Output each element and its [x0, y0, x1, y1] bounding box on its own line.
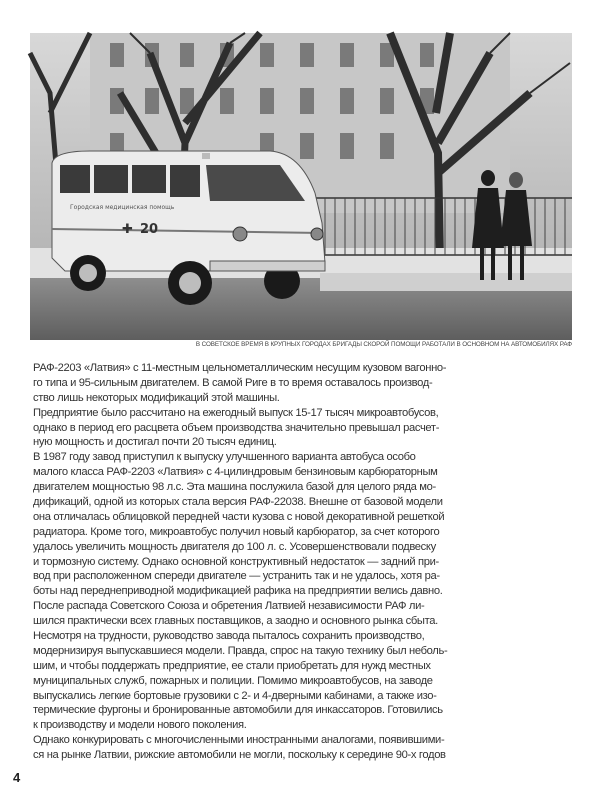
text-line: ную мощность и достигал почти 20 тысяч единиц.	[33, 436, 277, 449]
text-line: модернизируя выпускавшиеся модели. Правда, спрос на такую технику был неболь-	[33, 644, 448, 657]
text-line: ство лишь некоторых модификаций этой машины.	[33, 391, 280, 404]
text-line: термические фургоны и бронированные автомобили для инкассаторов. Готовились	[33, 704, 443, 717]
paragraph	[33, 450, 445, 599]
text-line: она отличалась облицовкой передней части кузова с новой декоративной решеткой	[33, 510, 445, 523]
bus-number: 20	[140, 222, 159, 237]
photo-scene	[30, 33, 572, 340]
text-line: двигателем мощностью 98 л.с. Эта машина послужила базой для целого ряда мо-	[33, 481, 436, 494]
bus-side-text: Городская медицинская помощь	[70, 204, 175, 211]
text-line: муниципальных служб, пожарных и полиции. Помимо микроавтобусов, на заводе	[33, 674, 433, 687]
text-line: шился практически всех главных поставщиков, а заодно и основного рынка сбыта.	[33, 615, 438, 628]
text-line: Предприятие было рассчитано на ежегодный выпуск 15-17 тысяч микроавтобусов,	[33, 406, 439, 419]
paragraph	[33, 406, 440, 451]
paragraph	[33, 733, 446, 763]
text-line: ся на рынке Латвии, рижские автомобили не могли, поскольку к середине 90-х годов	[33, 749, 446, 762]
text-line: Несмотря на трудности, руководство завода пыталось сохранить производство,	[33, 630, 425, 643]
raf-ambulance-bus	[52, 151, 325, 305]
paragraph	[33, 361, 447, 406]
text-line: РАФ-2203 «Латвия» с 11-местным цельнометаллическим несущим кузовом вагонно-	[33, 362, 447, 374]
text-line: радиатора. Кроме того, микроавтобус получил новый карбюратор, за счет которого	[33, 525, 440, 538]
page-number: 4	[13, 770, 21, 785]
text-line: го типа и 95-сильным двигателем. В самой Риге в то время оставалось производ-	[33, 376, 433, 389]
article-body	[33, 361, 448, 763]
text-line: однако в период его расцвета объем производства значительно превышал расчет-	[33, 421, 440, 434]
text-line: выпускались легкие бортовые грузовики с 2- и 4-дверными кабинами, а также изо-	[33, 689, 437, 702]
text-line: Однако конкурировать с многочисленными иностранными аналогами, появившими-	[33, 734, 445, 747]
text-line: и тормозную систему. Однако основной конструктивный недостаток — задний при-	[33, 555, 439, 568]
photo-raf-ambulance	[30, 33, 572, 340]
text-line: В 1987 году завод приступил к выпуску улучшенного варианта автобуса особо	[33, 451, 416, 464]
text-line: вод при расположенном спереди двигателе — устранить так и не удалось, хотя ра-	[33, 570, 440, 583]
bus-cross-icon: ✚	[122, 222, 133, 237]
text-line: После распада Советского Союза и обретения Латвией независимости РАФ ли-	[33, 600, 425, 613]
text-line: удалось увеличить мощность двигателя до 100 л. с. Усовершенствовали подвеску	[33, 540, 436, 553]
text-line: шим, и чтобы поддержать предприятие, ее стали приобретать для нужд местных	[33, 659, 431, 672]
text-line: боты над переднеприводной модификацией рафика на предприятии велись давно.	[33, 585, 443, 598]
photo-caption: В СОВЕТСКОЕ ВРЕМЯ В КРУПНЫХ ГОРОДАХ БРИГАДЫ СКОРОЙ ПОМОЩИ РАБОТАЛИ В ОСНОВНОМ НА АВТОМОБИЛЯХ РАФ	[195, 341, 572, 348]
paragraph	[33, 599, 448, 733]
text-line: малого класса РАФ-2203 «Латвия» с 4-цилиндровым бензиновым карбюраторным	[33, 466, 438, 479]
text-line: дификаций, одной из которых стала версия РАФ-22038. Внешне от базовой модели	[33, 496, 443, 509]
text-line: к производству и модели нового поколения.	[33, 719, 247, 732]
